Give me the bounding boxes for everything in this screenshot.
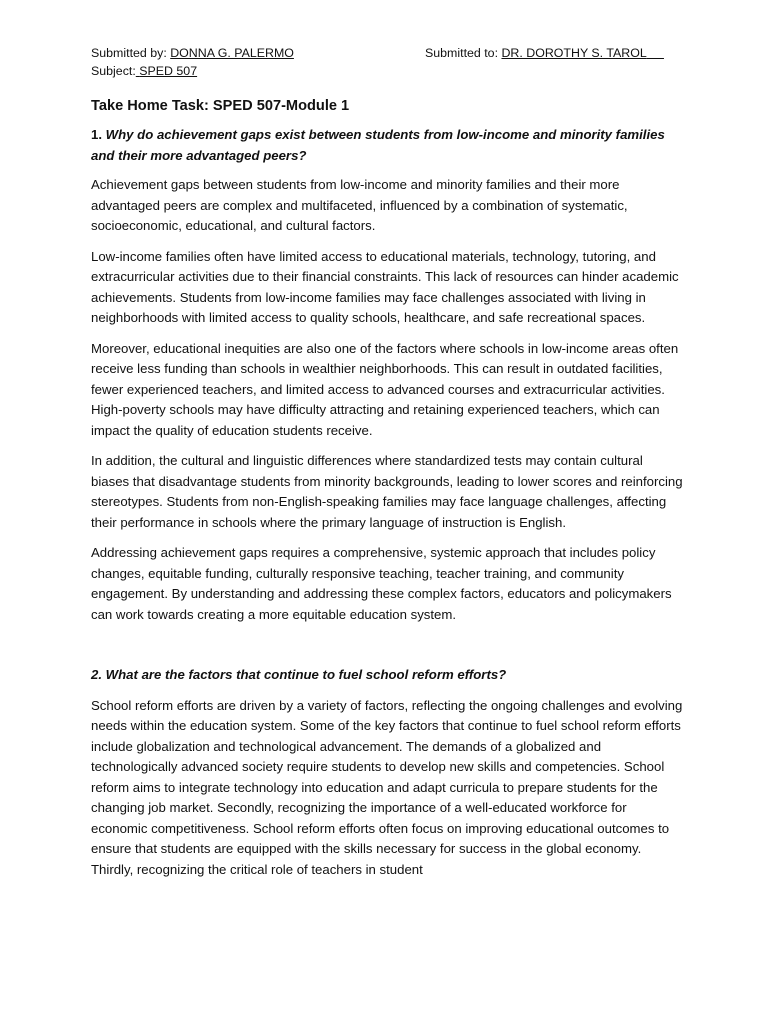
answer-1-paragraph-3: Moreover, educational inequities are also one of the factors where schools in low-income areas often receive less funding than schools in wealthier neighborhoods. This can result in outdated facilities, fewer experienced teachers, and limited access to advanced courses and extracurricular activities. High-poverty schools may have difficulty attracting and retaining experienced teachers, which can impact the quality of education students receive. bbox=[91, 340, 679, 438]
answer-1-paragraph-5: Addressing achievement gaps requires a comprehensive, systemic approach that includes policy changes, equitable funding, culturally responsive teaching, teacher training, and community engagement. By understanding and addressing these complex factors, educators and policymakers can work towards creating a more equitable education system. bbox=[91, 545, 672, 622]
question-1-number: 1. bbox=[91, 127, 102, 142]
question-2-text: What are the factors that continue to fuel school reform efforts? bbox=[105, 667, 507, 682]
submitted-to-name: DR. DOROTHY S. TAROL bbox=[501, 46, 647, 60]
section-spacer bbox=[91, 625, 683, 655]
submitted-to-underline-tail bbox=[647, 46, 664, 60]
submitted-by-name: DONNA G. PALERMO bbox=[170, 46, 294, 60]
submission-header bbox=[91, 44, 683, 62]
answer-1-paragraph-4: In addition, the cultural and linguistic differences where standardized tests may contain cultural biases that disadvantage students from minority backgrounds, leading to lower scores and reinforcing stereotypes. Students from non-English-speaking families may face language challenges, affecting their performance in schools where the primary language of instruction is English. bbox=[91, 453, 683, 530]
subject-value bbox=[136, 64, 197, 78]
answer-2-paragraph-1: School reform efforts are driven by a variety of factors, reflecting the ongoing challenges and evolving needs within the education system. Some of the key factors that continue to fuel school reform efforts include globalization and technological advancement. The demands of a globalized and technologically advanced society require students to develop new skills and competencies. School reform aims to integrate technology into education and adapt curricula to prepare students for the changing job market. Secondly, recognizing the importance of a well-educated workforce for economic competitiveness. School reform efforts often focus on improving educational outcomes to ensure that students are equipped with the skills necessary for success in the global economy. Thirdly, recognizing the critical role of teachers in student bbox=[91, 697, 683, 877]
question-1-text: Why do achievement gaps exist between students from low-income and minority families and their more advantaged peers? bbox=[91, 127, 665, 163]
question-2-number: 2. bbox=[91, 667, 102, 682]
submitted-to-label: Submitted to: bbox=[425, 46, 499, 60]
subject-label: Subject: bbox=[91, 64, 136, 78]
subject-value-text: SPED 507 bbox=[139, 64, 198, 78]
document-page bbox=[91, 44, 683, 880]
submitted-by-label: Submitted by: bbox=[91, 46, 167, 60]
answer-1-paragraph-1: Achievement gaps between students from low-income and minority families and their more advantaged peers are complex and multifaceted, influenced by a combination of systematic, socioeconomic, educational, and cultural factors. bbox=[91, 177, 628, 233]
answer-1-paragraph-2: Low-income families often have limited access to educational materials, technology, tutoring, and extracurricular activities due to their financial constraints. This lack of resources can hinder academic achievements. Students from low-income families may face challenges associated with living in neighborhoods with limited access to quality schools, healthcare, and safe recreational spaces. bbox=[91, 248, 679, 325]
submitted-to-block bbox=[425, 44, 664, 62]
question-1-heading bbox=[91, 125, 683, 166]
document-title: Take Home Task: SPED 507-Module 1 bbox=[91, 98, 350, 114]
subject-line bbox=[91, 62, 683, 80]
question-2-heading bbox=[91, 665, 683, 686]
